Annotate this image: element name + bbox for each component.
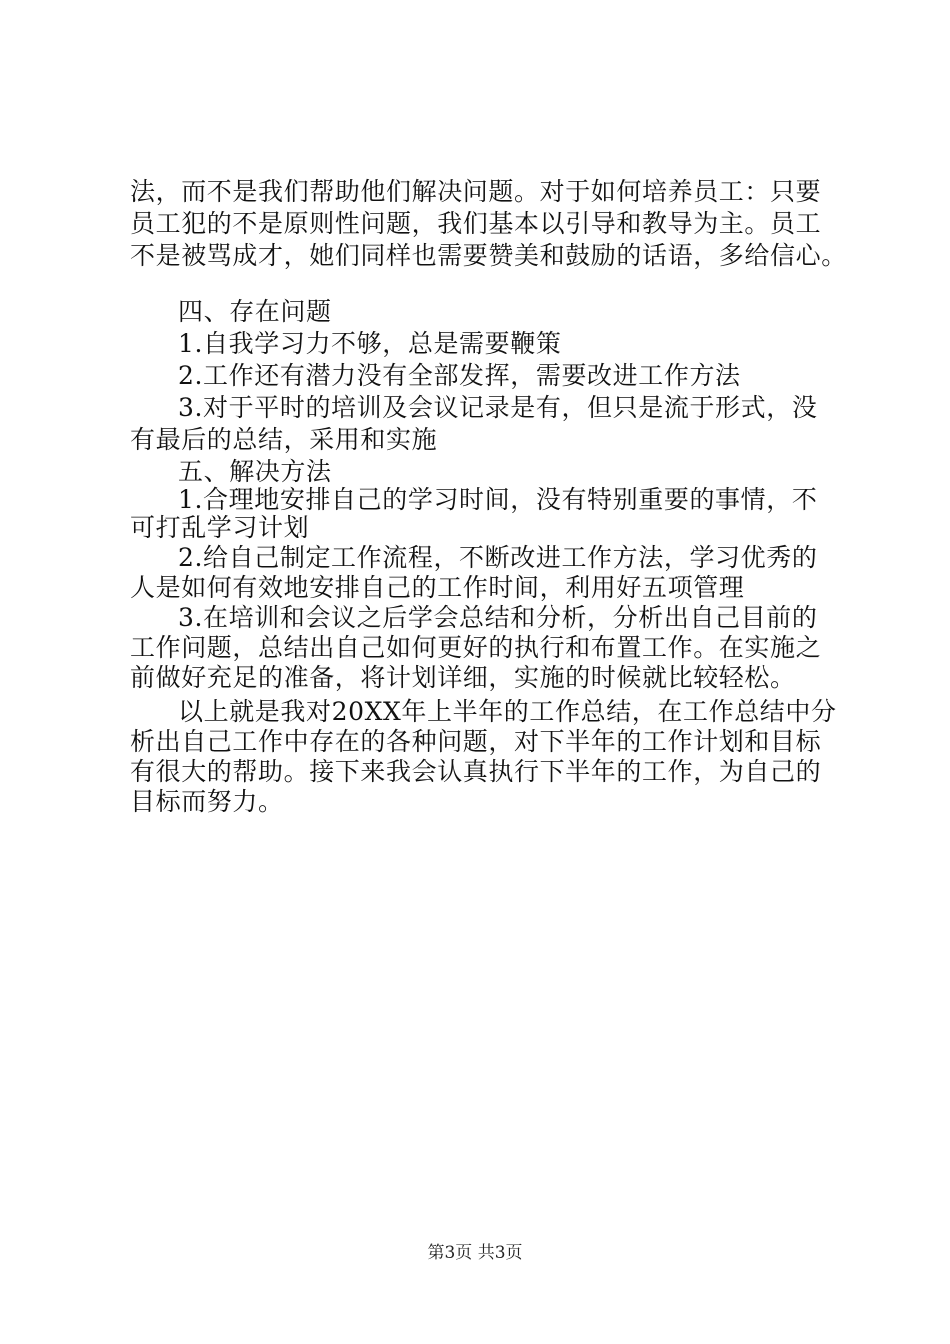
summary-paragraph-line: 有很大的帮助。接下来我会认真执行下半年的工作，为自己的 bbox=[130, 757, 822, 786]
body-text-line: 法，而不是我们帮助他们解决问题。对于如何培养员工：只要 bbox=[130, 177, 822, 206]
body-text-line: 员工犯的不是原则性问题，我们基本以引导和教导为主。员工 bbox=[130, 209, 822, 238]
section-heading: 五、解决方法 bbox=[178, 457, 332, 486]
list-item: 2.给自己制定工作流程，不断改进工作方法，学习优秀的 bbox=[178, 543, 818, 572]
list-item: 1.合理地安排自己的学习时间，没有特别重要的事情，不 bbox=[178, 485, 818, 514]
section-heading: 四、存在问题 bbox=[178, 297, 332, 326]
list-item-continuation: 可打乱学习计划 bbox=[130, 513, 310, 542]
body-text-line: 不是被骂成才，她们同样也需要赞美和鼓励的话语，多给信心。 bbox=[130, 241, 847, 270]
list-item: 2.工作还有潜力没有全部发挥，需要改进工作方法 bbox=[178, 361, 741, 390]
list-item-continuation: 人是如何有效地安排自己的工作时间，利用好五项管理 bbox=[130, 573, 745, 602]
page-number-footer: 第3页 共3页 bbox=[427, 1243, 523, 1263]
list-item: 3.在培训和会议之后学会总结和分析，分析出自己目前的 bbox=[178, 603, 818, 632]
list-item: 3.对于平时的培训及会议记录是有，但只是流于形式，没 bbox=[178, 393, 818, 422]
list-item-continuation: 工作问题，总结出自己如何更好的执行和布置工作。在实施之 bbox=[130, 633, 822, 662]
list-item: 1.自我学习力不够，总是需要鞭策 bbox=[178, 329, 562, 358]
list-item-continuation: 前做好充足的准备，将计划详细，实施的时候就比较轻松。 bbox=[130, 663, 796, 692]
summary-paragraph-line: 析出自己工作中存在的各种问题，对下半年的工作计划和目标 bbox=[130, 727, 822, 756]
summary-paragraph-line: 以上就是我对20XX年上半年的工作总结，在工作总结中分 bbox=[178, 697, 837, 726]
summary-paragraph-line: 目标而努力。 bbox=[130, 787, 284, 816]
list-item-continuation: 有最后的总结，采用和实施 bbox=[130, 425, 438, 454]
